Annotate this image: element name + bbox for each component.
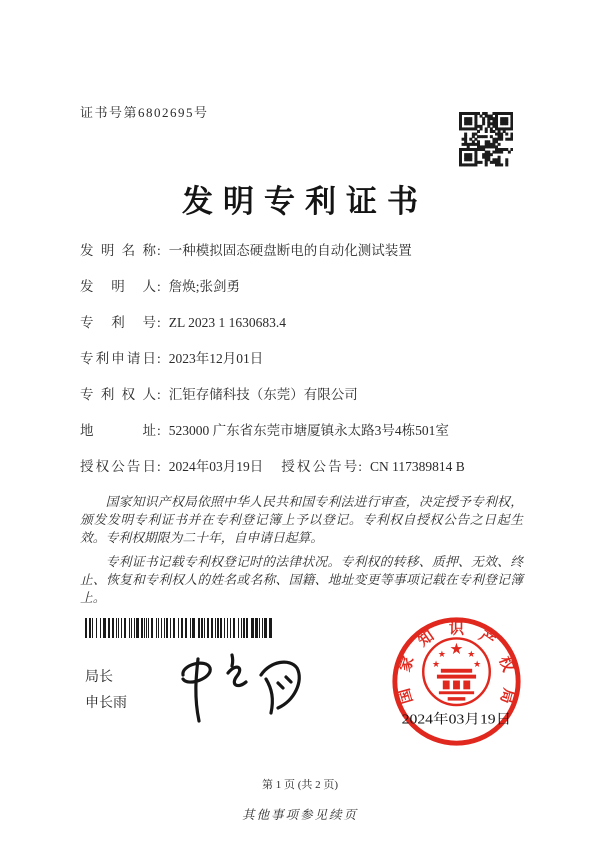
field-list: [80, 241, 530, 493]
field-label: 专利申请日: [80, 351, 156, 366]
svg-text:识: 识: [448, 620, 465, 638]
signature-icon: [158, 643, 323, 733]
field-label: 专利号: [80, 315, 156, 330]
field-address: 地址: 523000 广东省东莞市塘厦镇永太路3号4栋501室: [80, 421, 530, 441]
seal-date: 2024年03月19日: [401, 711, 498, 727]
emblem-small-star: ★: [473, 658, 481, 669]
field-label: 授权公告号: [281, 459, 358, 474]
continuation-note: 其他事项参见续页: [241, 808, 358, 822]
field-value: 2024年03月19日: [168, 459, 264, 474]
field-label: 发明人: [80, 279, 156, 294]
emblem-small-star: ★: [437, 649, 446, 660]
field-label: 授权公告日: [80, 459, 156, 474]
field-patentee: 专利权人: 汇钜存储科技（东莞）有限公司: [80, 385, 530, 405]
emblem-small-star: ★: [432, 658, 440, 669]
legal-paragraph-1: 国家知识产权局依照中华人民共和国专利法进行审查，决定授予专利权，颁发发明专利证书并在专利登记簿上予以登记。专利权自授权公告之日起生效。专利权期限为二十年，自申请日起算。: [80, 495, 523, 545]
official-seal-icon: [388, 612, 525, 751]
field-patent-number: 专利号: ZL 2023 1 1630683.4: [80, 313, 530, 333]
field-invention-name: 发明名称: 一种模拟固态硬盘断电的自动化测试装置: [80, 241, 530, 261]
svg-text:局: 局: [496, 686, 518, 706]
field-value: 523000 广东省东莞市塘厦镇永太路3号4栋501室: [168, 423, 449, 438]
signatory-block: [85, 665, 127, 717]
official-seal: [388, 612, 525, 751]
signatory-name: 申长雨: [85, 696, 127, 711]
field-value: ZL 2023 1 1630683.4: [168, 315, 287, 330]
field-value: CN 117389814 B: [370, 459, 465, 474]
field-inventor: 发明人: 詹焕;张剑勇: [80, 277, 530, 297]
svg-text:产: 产: [475, 627, 498, 651]
national-emblem-icon: [423, 638, 490, 705]
emblem-big-star: ★: [449, 641, 464, 659]
field-grant-number: 授权公告号: CN 117389814 B: [281, 459, 465, 474]
emblem-small-star: ★: [467, 649, 476, 660]
field-label: 专利权人: [80, 387, 156, 402]
field-grant-row: 授权公告日: 2024年03月19日 授权公告号: CN 117389814 B: [80, 457, 530, 477]
field-value: 汇钜存储科技（东莞）有限公司: [168, 387, 358, 402]
svg-text:权: 权: [495, 654, 517, 675]
field-label: 地址: [80, 423, 156, 438]
page-number: 第 1 页 (共 2 页): [261, 779, 339, 791]
field-value: 一种模拟固态硬盘断电的自动化测试装置: [168, 243, 412, 258]
field-value: 2023年12月01日: [168, 351, 264, 366]
legal-text: [80, 494, 523, 615]
signatory-title: 局长: [85, 670, 113, 685]
certificate-number: 证书号第6802695号: [80, 105, 209, 120]
director-signature: [158, 643, 323, 733]
barcode: [85, 618, 272, 638]
field-value: 詹焕;张剑勇: [168, 279, 241, 294]
certificate-title: 发明专利证书: [182, 184, 428, 219]
svg-text:国: 国: [395, 686, 417, 706]
svg-text:家: 家: [396, 654, 418, 675]
field-label: 发明名称: [80, 243, 156, 258]
field-filing-date: 专利申请日: 2023年12月01日: [80, 349, 530, 369]
legal-paragraph-2: 专利证书记载专利权登记时的法律状况。专利权的转移、质押、无效、终止、恢复和专利权人的姓名或名称、国籍、地址变更等事项记载在专利登记簿上。: [80, 555, 523, 605]
qr-code: [459, 111, 513, 167]
svg-text:知: 知: [415, 627, 438, 651]
qr-code-icon: [459, 111, 513, 167]
